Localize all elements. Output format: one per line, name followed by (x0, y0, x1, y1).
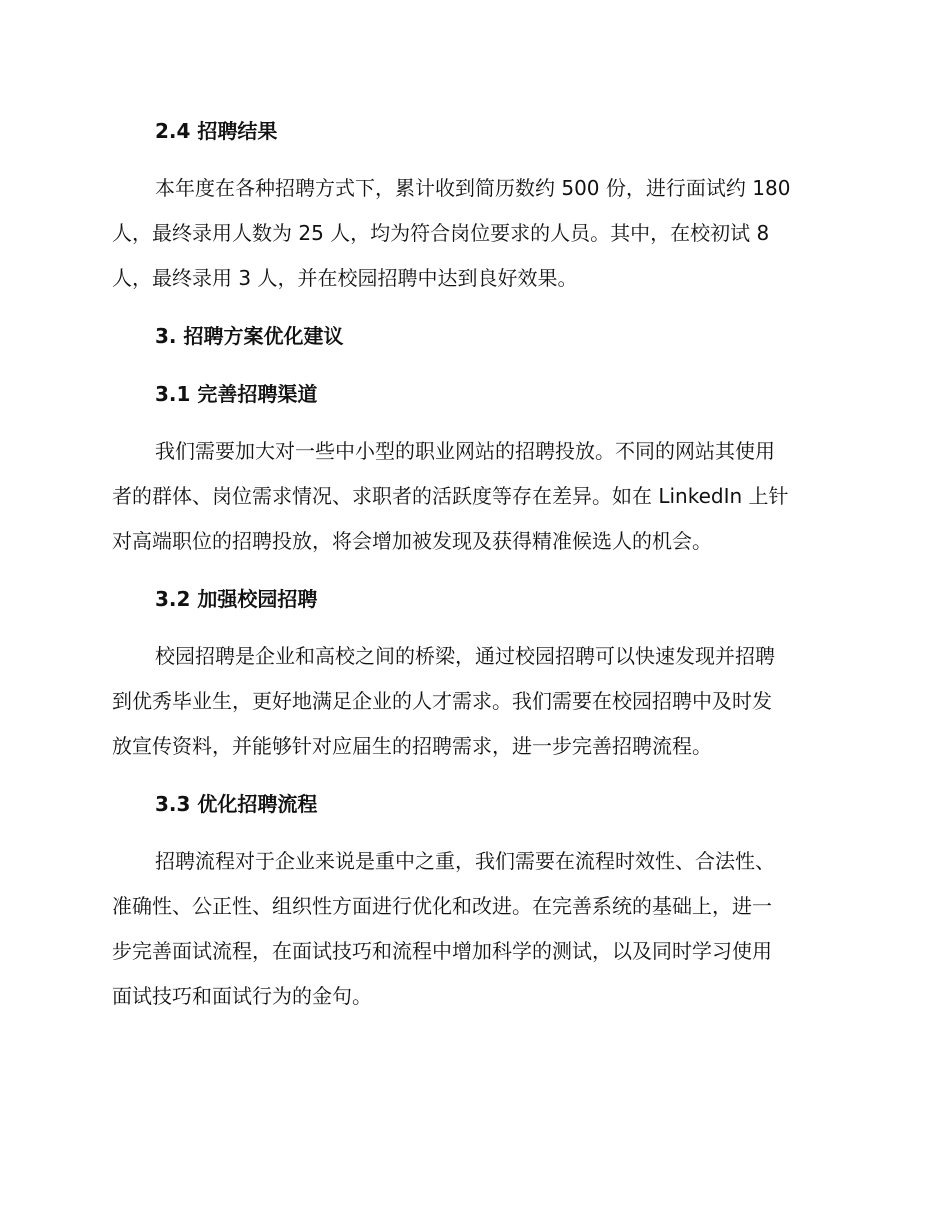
section-heading-3-3: 3.3 优化招聘流程 (155, 792, 318, 816)
paragraph-line: 本年度在各种招聘方式下，累计收到简历数约 500 份，进行面试约 180 (155, 176, 791, 200)
section-heading-3: 3. 招聘方案优化建议 (155, 324, 344, 348)
paragraph-line: 到优秀毕业生，更好地满足企业的人才需求。我们需要在校园招聘中及时发 (112, 689, 772, 713)
paragraph-channels (112, 429, 838, 564)
paragraph-process-optimization (112, 839, 838, 1019)
section-heading-3-2: 3.2 加强校园招聘 (155, 587, 318, 611)
paragraph-line: 校园招聘是企业和高校之间的桥梁，通过校园招聘可以快速发现并招聘 (155, 644, 775, 668)
paragraph-line: 者的群体、岗位需求情况、求职者的活跃度等存在差异。如在 LinkedIn 上针 (112, 484, 789, 508)
paragraph-line: 准确性、公正性、组织性方面进行优化和改进。在完善系统的基础上，进一 (112, 894, 772, 918)
paragraph-line: 面试技巧和面试行为的金句。 (112, 984, 372, 1008)
paragraph-line: 人，最终录用人数为 25 人，均为符合岗位要求的人员。其中，在校初试 8 (112, 221, 770, 245)
paragraph-line: 放宣传资料，并能够针对应届生的招聘需求，进一步完善招聘流程。 (112, 734, 712, 758)
paragraph-line: 我们需要加大对一些中小型的职业网站的招聘投放。不同的网站其使用 (155, 439, 775, 463)
section-heading-3-1: 3.1 完善招聘渠道 (155, 382, 318, 406)
paragraph-line: 招聘流程对于企业来说是重中之重，我们需要在流程时效性、合法性、 (155, 849, 775, 873)
paragraph-recruitment-results (112, 166, 838, 301)
paragraph-campus-recruitment (112, 634, 838, 769)
paragraph-line: 步完善面试流程，在面试技巧和流程中增加科学的测试，以及同时学习使用 (112, 939, 772, 963)
paragraph-line: 人，最终录用 3 人，并在校园招聘中达到良好效果。 (112, 266, 578, 290)
paragraph-line: 对高端职位的招聘投放，将会增加被发现及获得精准候选人的机会。 (112, 529, 712, 553)
section-heading-2-4: 2.4 招聘结果 (155, 119, 278, 143)
